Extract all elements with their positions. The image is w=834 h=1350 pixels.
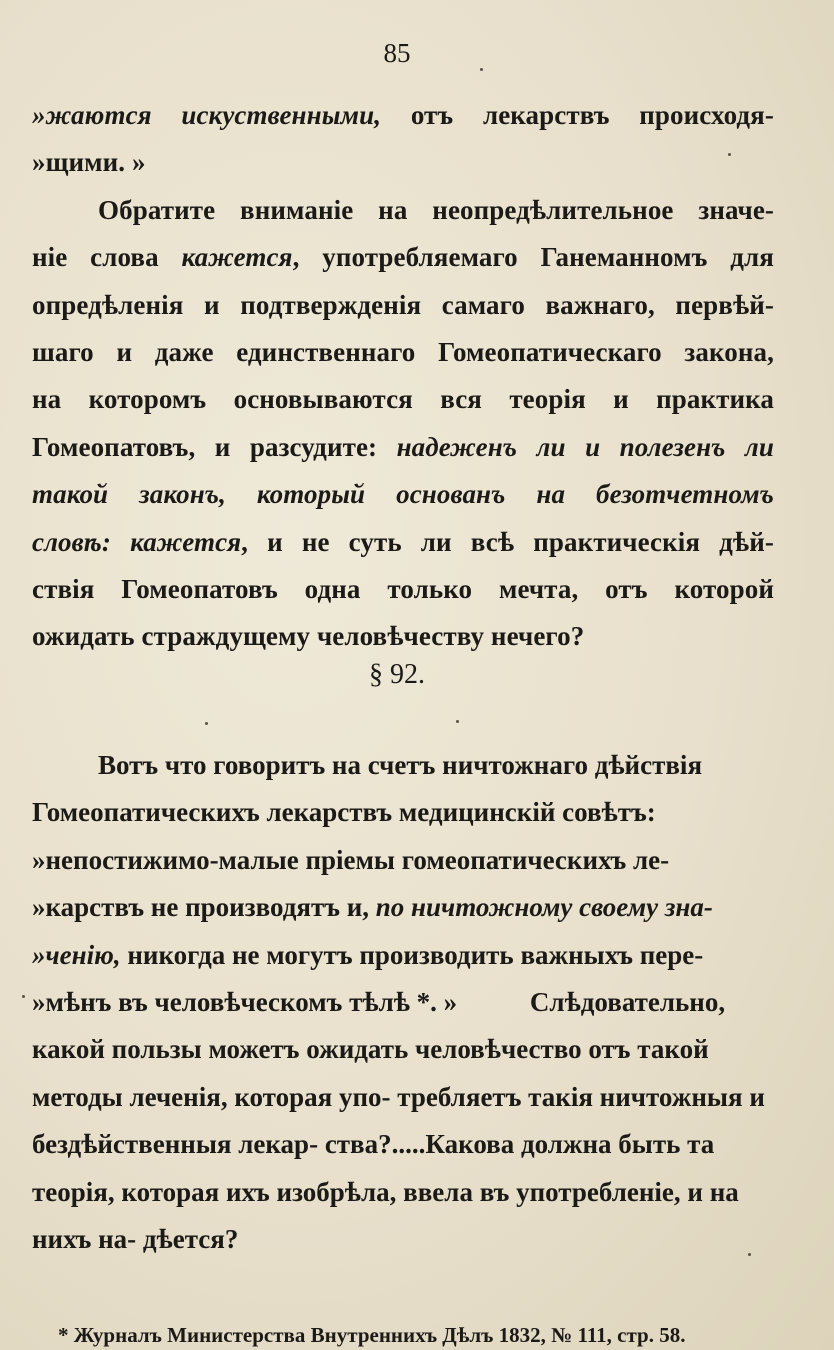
paper-speck — [480, 68, 483, 71]
text-line: изобрѣла, ввела въ употребленіе, и на нихъ на- — [32, 1176, 739, 1255]
italic-span: »ченію, — [32, 939, 121, 970]
section-heading: § 92. — [369, 659, 425, 690]
text-line: дѣется? — [142, 1224, 239, 1255]
text-span: , и не суть ли всѣ практическія дѣй- — [241, 526, 774, 557]
italic-span: кажется — [181, 242, 293, 273]
text-line: »мѣнъ въ человѣческомъ тѣлѣ *. » — [32, 987, 458, 1018]
paper-speck — [456, 720, 459, 723]
italic-span: словѣ: кажется — [32, 526, 242, 557]
text-line — [32, 519, 774, 566]
text-span: ніе слова — [32, 242, 182, 273]
text-line: требляетъ такія ничтожныя и бездѣйственныя лекар- — [32, 1081, 765, 1160]
text-span: Гомеопатовъ, и разсудите: — [32, 431, 397, 462]
page-number: 85 — [383, 38, 411, 68]
paper-speck — [205, 722, 208, 725]
text-line: Вотъ что говоритъ на счетъ ничтожнаго дѣйствія — [98, 750, 703, 780]
text-span: никогда не могутъ производить важныхъ пере- — [120, 939, 704, 970]
paper-speck — [748, 1253, 751, 1256]
text-span: »карствъ не производятъ и, — [32, 892, 376, 923]
text-line: ствія Гомеопатовъ одна только мечта, отъ которой — [32, 574, 774, 605]
text-line — [32, 424, 774, 471]
text-span: отъ лекарствъ происходя- — [381, 100, 774, 130]
italic-span: надеженъ ли и полезенъ ли — [396, 431, 774, 462]
text-line: Слѣдовательно, какой пользы можетъ ожидать — [32, 987, 726, 1065]
text-block-upper — [32, 92, 774, 661]
text-line: человѣчество отъ такой методы леченія, которая упо- — [32, 1034, 709, 1112]
text-line: шаго и даже единственнаго Гомеопатическаго закона, — [32, 337, 774, 368]
text-block-lower — [32, 742, 774, 1263]
text-line: »непостижимо-малые пріемы гомеопатическихъ ле- — [32, 844, 670, 875]
italic-span: такой законъ, который основанъ на безотчетномъ — [32, 479, 774, 510]
text-line: ства?.....Какова должна быть та теорія, которая ихъ — [32, 1129, 715, 1207]
italic-span: »жаются искуственными, — [32, 100, 382, 130]
text-line: Гомеопатическихъ лекарствъ медицинскій совѣтъ: — [32, 797, 656, 828]
text-span: »щими. » — [32, 147, 146, 178]
text-line — [32, 139, 774, 186]
text-line: ожидать страждущему человѣчеству нечего? — [32, 621, 585, 652]
text-span: , употребляемаго Ганеманномъ для — [292, 242, 774, 273]
text-line — [32, 940, 703, 970]
text-line: опредѣленія и подтвержденія самаго важнаго, первѣй- — [32, 289, 774, 320]
paper-speck — [22, 995, 25, 998]
text-line: на которомъ основываются вся теорія и практика — [32, 384, 774, 415]
text-line — [32, 471, 774, 518]
text-line — [32, 892, 713, 922]
footnote: * Журналъ Министерства Внутреннихъ Дѣлъ 1832, № 111, стр. 58. — [58, 1323, 686, 1347]
text-line — [32, 92, 774, 139]
italic-span: по ничтожному своему зна- — [375, 892, 713, 923]
text-line — [32, 234, 774, 281]
paper-speck — [728, 153, 731, 156]
text-line: Обратите вниманіе на неопредѣлительное значе- — [98, 194, 774, 225]
